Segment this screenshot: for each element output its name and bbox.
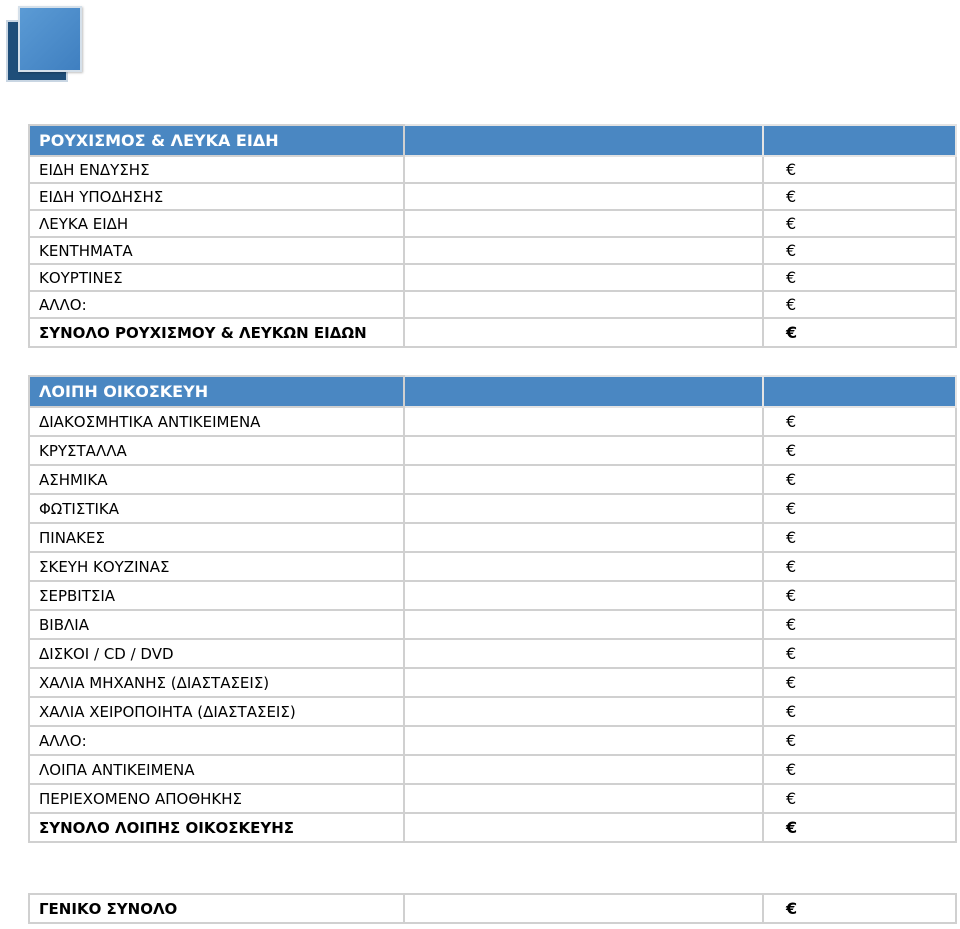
- table-row: [29, 610, 956, 639]
- item-value-cell[interactable]: €: [763, 183, 956, 210]
- table-row: [29, 639, 956, 668]
- section-title: ΡΟΥΧΙΣΜΟΣ & ΛΕΥΚΑ ΕΙΔΗ: [29, 125, 404, 156]
- item-description-cell[interactable]: [404, 494, 763, 523]
- section-header-row: [29, 376, 956, 407]
- item-value-cell[interactable]: €: [763, 523, 956, 552]
- table-row: [29, 552, 956, 581]
- item-value-cell[interactable]: €: [763, 407, 956, 436]
- total-label: ΣΥΝΟΛΟ ΛΟΙΠΗΣ ΟΙΚΟΣΚΕΥΗΣ: [29, 813, 404, 842]
- table-row: [29, 407, 956, 436]
- item-label: ΠΕΡΙΕΧΟΜΕΝΟ ΑΠΟΘΗΚΗΣ: [29, 784, 404, 813]
- item-value-cell[interactable]: €: [763, 494, 956, 523]
- item-value-cell[interactable]: €: [763, 726, 956, 755]
- item-value-cell[interactable]: €: [763, 668, 956, 697]
- table-row: [29, 668, 956, 697]
- item-label: ΦΩΤΙΣΤΙΚΑ: [29, 494, 404, 523]
- section-title: ΛΟΙΠΗ ΟΙΚΟΣΚΕΥΗ: [29, 376, 404, 407]
- total-description-cell[interactable]: [404, 318, 763, 347]
- item-description-cell[interactable]: [404, 237, 763, 264]
- grand-total-description-cell[interactable]: [404, 894, 763, 923]
- grand-total-row: [29, 894, 956, 923]
- item-description-cell[interactable]: [404, 523, 763, 552]
- item-description-cell[interactable]: [404, 755, 763, 784]
- item-label: ΣΕΡΒΙΤΣΙΑ: [29, 581, 404, 610]
- grand-total-table: [28, 893, 957, 924]
- item-label: ΛΕΥΚΑ ΕΙΔΗ: [29, 210, 404, 237]
- item-label: ΑΛΛΟ:: [29, 726, 404, 755]
- item-label: ΑΛΛΟ:: [29, 291, 404, 318]
- logo-front-square: [18, 6, 82, 72]
- item-label: ΔΙΣΚΟΙ / CD / DVD: [29, 639, 404, 668]
- table-row: [29, 784, 956, 813]
- total-description-cell[interactable]: [404, 813, 763, 842]
- item-label: ΚΟΥΡΤΙΝΕΣ: [29, 264, 404, 291]
- section-total-row: [29, 813, 956, 842]
- table-row: [29, 436, 956, 465]
- table-row: [29, 494, 956, 523]
- total-label: ΣΥΝΟΛΟ ΡΟΥΧΙΣΜΟΥ & ΛΕΥΚΩΝ ΕΙΔΩΝ: [29, 318, 404, 347]
- table-row: [29, 726, 956, 755]
- item-label: ΕΙΔΗ ΕΝΔΥΣΗΣ: [29, 156, 404, 183]
- item-description-cell[interactable]: [404, 291, 763, 318]
- item-value-cell[interactable]: €: [763, 156, 956, 183]
- item-label: ΔΙΑΚΟΣΜΗΤΙΚΑ ΑΝΤΙΚΕΙΜΕΝΑ: [29, 407, 404, 436]
- table-row: [29, 697, 956, 726]
- item-value-cell[interactable]: €: [763, 784, 956, 813]
- table-row: [29, 156, 956, 183]
- item-label: ΚΕΝΤΗΜΑΤΑ: [29, 237, 404, 264]
- item-value-cell[interactable]: €: [763, 639, 956, 668]
- item-value-cell[interactable]: €: [763, 465, 956, 494]
- item-label: ΕΙΔΗ ΥΠΟΔΗΣΗΣ: [29, 183, 404, 210]
- section-header-row: [29, 125, 956, 156]
- table-row: [29, 237, 956, 264]
- item-description-cell[interactable]: [404, 726, 763, 755]
- table-row: [29, 581, 956, 610]
- total-value-cell[interactable]: €: [763, 813, 956, 842]
- clothing-linens-table: [28, 124, 957, 348]
- item-label: ΠΙΝΑΚΕΣ: [29, 523, 404, 552]
- item-value-cell[interactable]: €: [763, 210, 956, 237]
- table-row: [29, 291, 956, 318]
- household-items-table: [28, 375, 957, 843]
- item-description-cell[interactable]: [404, 610, 763, 639]
- table-row: [29, 523, 956, 552]
- item-description-cell[interactable]: [404, 639, 763, 668]
- grand-total-label: ΓΕΝΙΚΟ ΣΥΝΟΛΟ: [29, 894, 404, 923]
- table-row: [29, 183, 956, 210]
- item-value-cell[interactable]: €: [763, 755, 956, 784]
- item-description-cell[interactable]: [404, 183, 763, 210]
- item-description-cell[interactable]: [404, 697, 763, 726]
- item-value-cell[interactable]: €: [763, 436, 956, 465]
- item-value-cell[interactable]: €: [763, 552, 956, 581]
- total-value-cell[interactable]: €: [763, 318, 956, 347]
- item-label: ΣΚΕΥΗ ΚΟΥΖΙΝΑΣ: [29, 552, 404, 581]
- item-description-cell[interactable]: [404, 581, 763, 610]
- item-value-cell[interactable]: €: [763, 610, 956, 639]
- item-value-cell[interactable]: €: [763, 237, 956, 264]
- table-row: [29, 264, 956, 291]
- item-description-cell[interactable]: [404, 668, 763, 697]
- item-label: ΒΙΒΛΙΑ: [29, 610, 404, 639]
- item-description-cell[interactable]: [404, 465, 763, 494]
- table-row: [29, 755, 956, 784]
- table-row: [29, 465, 956, 494]
- item-description-cell[interactable]: [404, 210, 763, 237]
- item-label: ΚΡΥΣΤΑΛΛΑ: [29, 436, 404, 465]
- item-description-cell[interactable]: [404, 264, 763, 291]
- item-description-cell[interactable]: [404, 552, 763, 581]
- item-value-cell[interactable]: €: [763, 264, 956, 291]
- item-label: ΧΑΛΙΑ ΧΕΙΡΟΠΟΙΗΤΑ (ΔΙΑΣΤΑΣΕΙΣ): [29, 697, 404, 726]
- item-label: ΑΣΗΜΙΚΑ: [29, 465, 404, 494]
- item-description-cell[interactable]: [404, 156, 763, 183]
- item-description-cell[interactable]: [404, 407, 763, 436]
- item-value-cell[interactable]: €: [763, 697, 956, 726]
- grand-total-value-cell[interactable]: €: [763, 894, 956, 923]
- section-total-row: [29, 318, 956, 347]
- item-value-cell[interactable]: €: [763, 291, 956, 318]
- table-row: [29, 210, 956, 237]
- item-description-cell[interactable]: [404, 784, 763, 813]
- item-label: ΛΟΙΠΑ ΑΝΤΙΚΕΙΜΕΝΑ: [29, 755, 404, 784]
- item-value-cell[interactable]: €: [763, 581, 956, 610]
- item-label: ΧΑΛΙΑ ΜΗΧΑΝΗΣ (ΔΙΑΣΤΑΣΕΙΣ): [29, 668, 404, 697]
- company-logo: [4, 4, 84, 84]
- item-description-cell[interactable]: [404, 436, 763, 465]
